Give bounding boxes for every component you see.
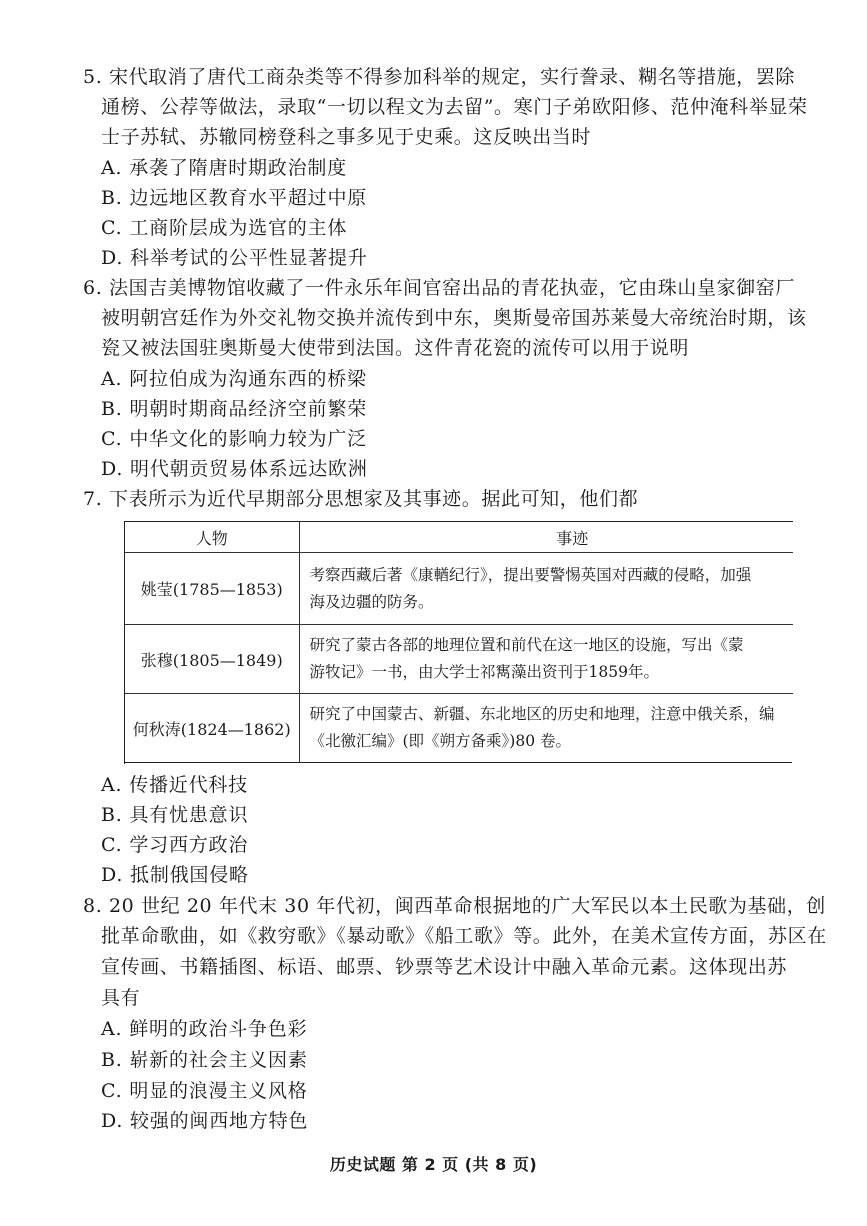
q6-option-d: D. 明代朝贡贸易体系远达欧洲 [101, 458, 368, 480]
table-cell-name: 姚莹(1785—1853) [125, 553, 299, 625]
table-row [125, 625, 793, 694]
q7-option-d: D. 抵制俄国侵略 [101, 864, 249, 886]
q5-stem-line-1: 5. 宋代取消了唐代工商杂类等不得参加科举的规定，实行誊录、糊名等措施，罢除 [83, 66, 795, 88]
q8-option-a: A. 鲜明的政治斗争色彩 [101, 1018, 308, 1040]
q6-stem-line-1: 6. 法国吉美博物馆收藏了一件永乐年间官窑出品的青花执壶，它由珠山皇家御窑厂 [83, 277, 795, 299]
q5-option-d: D. 科举考试的公平性显著提升 [101, 247, 368, 269]
q8-stem-line-4: 具有 [101, 987, 141, 1009]
deed-line: 《北徼汇编》(即《朔方备乘》)80 卷。 [309, 732, 571, 751]
q5-option-a: A. 承袭了隋唐时期政治制度 [101, 157, 348, 179]
table-row [125, 553, 793, 625]
table-bottom-rule [124, 762, 792, 763]
page-footer: 历史试题 第 2 页 (共 8 页) [329, 1155, 538, 1174]
table-cell-deed [299, 553, 793, 625]
q8-stem-line-2: 批革命歌曲，如《救穷歌》《暴动歌》《船工歌》等。此外，在美术宣传方面，苏区在 [101, 925, 827, 947]
table-row [125, 694, 793, 763]
q5-option-c: C. 工商阶层成为选官的主体 [101, 217, 348, 239]
deed-line: 海及边疆的防务。 [309, 592, 434, 611]
q6-option-b: B. 明朝时期商品经济空前繁荣 [101, 398, 368, 420]
q7-stem-line-1: 7. 下表所示为近代早期部分思想家及其事迹。据此可知，他们都 [83, 488, 639, 510]
deed-line: 考察西藏后著《康輶纪行》，提出要警惕英国对西藏的侵略，加强 [309, 565, 752, 584]
q7-option-c: C. 学习西方政治 [101, 834, 249, 856]
q6-option-c: C. 中华文化的影响力较为广泛 [101, 428, 367, 450]
q6-option-a: A. 阿拉伯成为沟通东西的桥梁 [101, 368, 367, 390]
q6-stem-line-3: 瓷又被法国驻奥斯曼大使带到法国。这件青花瓷的流传可以用于说明 [101, 337, 690, 359]
deed-line: 研究了中国蒙古、新疆、东北地区的历史和地理，注意中俄关系，编 [309, 705, 775, 724]
q8-stem-line-1: 8. 20 世纪 20 年代末 30 年代初，闽西革命根据地的广大军民以本土民歌为基础，创 [83, 895, 826, 917]
table-header-person: 人物 [125, 522, 299, 553]
table-cell-name: 何秋涛(1824—1862) [125, 694, 299, 763]
q5-stem-line-3: 士子苏轼、苏辙同榜登科之事多见于史乘。这反映出当时 [101, 126, 592, 148]
q7-option-a: A. 传播近代科技 [101, 774, 249, 796]
q5-stem-line-2: 通榜、公荐等做法，录取“一切以程文为去留”。寒门子弟欧阳修、范仲淹科举显荣 [101, 96, 808, 118]
q7-table [124, 521, 793, 764]
table-cell-deed [299, 625, 793, 694]
q8-option-c: C. 明显的浪漫主义风格 [101, 1080, 308, 1102]
q5-option-b: B. 边远地区教育水平超过中原 [101, 187, 368, 209]
q8-stem-line-3: 宣传画、书籍插图、标语、邮票、钞票等艺术设计中融入革命元素。这体现出苏 [101, 956, 788, 978]
table-header-deeds: 事迹 [299, 522, 793, 553]
deed-line: 游牧记》一书，由大学士祁寯藻出资刊于1859年。 [309, 663, 659, 681]
q6-stem-line-2: 被明朝宫廷作为外交礼物交换并流传到中东，奥斯曼帝国苏莱曼大帝统治时期，该 [101, 307, 807, 329]
q8-option-d: D. 较强的闽西地方特色 [101, 1110, 309, 1132]
table-cell-deed [299, 694, 793, 763]
table-cell-name: 张穆(1805—1849) [125, 625, 299, 694]
deed-line: 研究了蒙古各部的地理位置和前代在这一地区的设施，写出《蒙 [309, 636, 744, 654]
q7-option-b: B. 具有忧患意识 [101, 804, 249, 826]
q8-option-b: B. 崭新的社会主义因素 [101, 1049, 308, 1071]
